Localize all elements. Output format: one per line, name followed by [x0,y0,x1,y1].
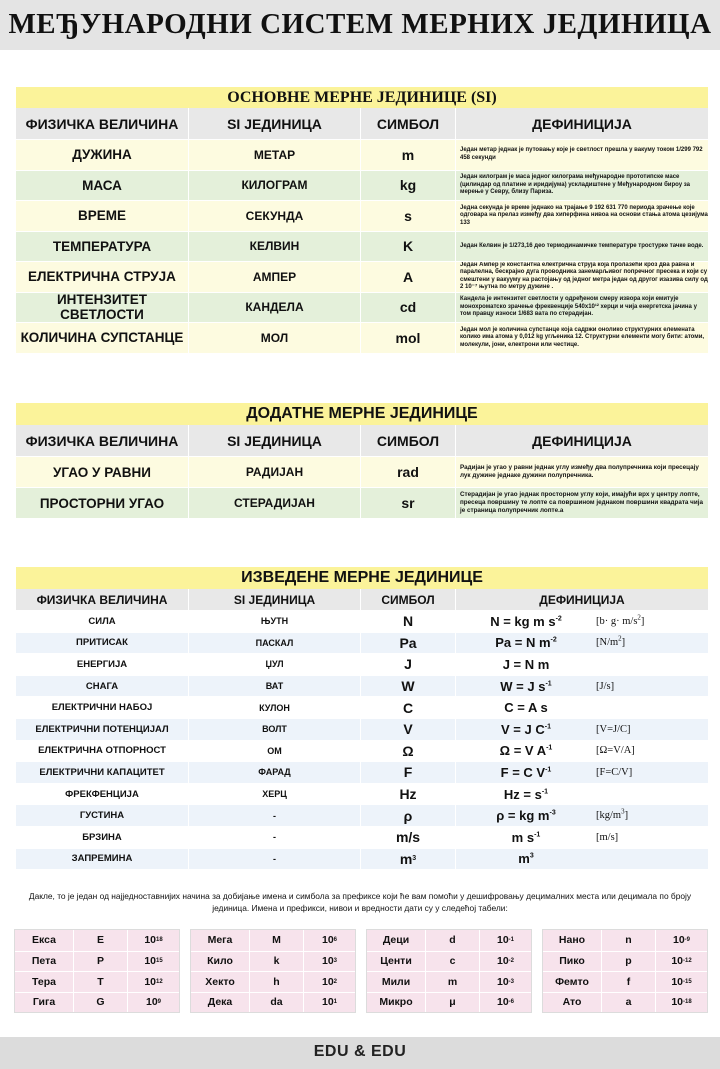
formula-exponent: -1 [541,788,549,796]
prefix-intro-text: Дакле, то је један од најједноставнијих начина за добијање имена и симбола за префиксе који ће вам помоћи у дешифровању децималних места или децимала по броју јединица. Имена и префикси, нивои и вредности дати су у следећој табели: [28,891,692,913]
header-symbol: СИМБОЛ [360,108,455,139]
symbol-text: N [402,613,414,630]
definition-cell [455,697,708,718]
prefix-row [367,971,531,992]
quantity-cell: ИНТЕНЗИТЕТ СВЕТЛОСТИ [56,292,148,322]
prefix-base: 10 [144,955,156,968]
prefix-name: Микро [379,996,413,1009]
table-row [16,139,708,170]
prefix-base: 10 [672,934,685,947]
unit-cell: ХЕРЦ [188,784,360,805]
unit-note-exponent: 3 [621,807,625,816]
header-definition: ДЕФИНИЦИЈА [455,589,708,610]
formula-text: V = J C [501,721,545,737]
prefix-base: 10 [496,934,509,947]
definition-cell: Један метар једнак је путовању које је светлост прешла у вакуму током 1/299 792 458 секунди [455,140,708,170]
symbol-cell: mol [360,323,455,353]
symbol-cell [360,633,455,654]
symbol-cell: rad [360,457,455,487]
prefix-base: 10 [144,934,156,947]
prefix-value: 10 9 [127,993,179,1013]
unit-cell: АМПЕР [188,262,360,292]
prefix-base: 10 [671,996,683,1009]
definition-cell [455,741,708,762]
quantity-cell: ЕЛЕКТРИЧНА СТРУЈА [28,269,176,285]
quantity-cell: МАСА [82,177,122,193]
symbol-text: Pa [399,634,417,651]
quantity-cell: СНАГА [85,680,119,692]
prefix-table-tiny [542,929,708,1013]
formula-exponent: -2 [555,615,562,623]
formula [456,765,596,780]
symbol-text: F [403,764,413,781]
unit-cell: КЕЛВИН [188,232,360,262]
prefix-name: Гига [32,996,56,1009]
formula-exponent: -3 [549,809,556,817]
quantity-cell: ЕЛЕКТРИЧНИ НАБОЈ [51,702,153,714]
prefix-name: Центи [380,955,412,968]
symbol-cell [360,719,455,740]
unit-cell: ПАСКАЛ [188,633,360,654]
formula [456,722,596,737]
unit-cell: РАДИЈАН [188,457,360,487]
prefix-base: 10 [496,996,509,1009]
formula-text: F = C V [500,764,546,780]
prefix-symbol: a [601,993,655,1013]
prefix-base: 10 [496,975,509,988]
unit-note-text: [J/s] [596,680,615,692]
unit-cell: МОЛ [188,323,360,353]
definition-cell: Кандела је интензитет светлости у одређеном смеру извора који емитује монохроматско зрачење фреквенције 540x10¹² херци и чија енергетска јачина у том правцу износи 1/683 вата по стерадијан. [455,293,708,323]
derived-header-row [16,589,708,610]
symbol-cell [360,654,455,675]
header-quantity: ФИЗИЧКА ВЕЛИЧИНА [36,592,168,607]
symbol-cell [360,676,455,697]
quantity-cell: ЕЛЕКТРИЧНА ОТПОРНОСТ [38,745,166,757]
prefix-name: Хекто [205,975,235,988]
symbol-cell: K [360,232,455,262]
prefix-value: 10 15 [127,952,179,972]
unit-note [596,634,626,649]
unit-cell: - [188,849,360,870]
prefix-value: 10 3 [303,952,355,972]
quantity-cell: ЕНЕРГИЈА [76,658,128,670]
formula-text: ρ = kg m [496,808,550,824]
prefix-row [191,971,355,992]
definition-cell: Један Келвин је 1/273,16 део термодинамичке температуре тростурке тачке воде. [455,232,708,262]
prefix-base: 10 [321,955,334,968]
formula-exponent: -1 [544,723,551,731]
symbol-cell: m [360,140,455,170]
definition-cell [455,762,708,783]
prefix-row [191,951,355,972]
base-units-title: ОСНОВНЕ МЕРНЕ ЈЕДИНИЦЕ (SI) [16,87,708,108]
prefix-value: 10 18 [127,930,179,951]
header-si-unit: SI ЈЕДИНИЦА [188,425,360,456]
symbol-cell [360,697,455,718]
formula [456,657,596,672]
formula [456,808,596,823]
symbol-text: V [403,721,413,738]
formula-exponent: -1 [546,745,553,753]
definition-cell: Радијан је угао у равни једнак углу између два полупречника који пресецају лук дужине једнаке дужини полупречника. [455,457,708,487]
table-row [16,696,708,718]
unit-cell: СТЕРАДИЈАН [188,488,360,518]
formula [456,635,596,650]
quantity-cell: ГУСТИНА [79,810,125,822]
unit-cell: ФАРАД [188,762,360,783]
base-header-row [16,108,708,139]
unit-note-text: [N/m [596,637,619,649]
prefix-symbol: m [425,972,479,992]
unit-note-text: [m/s] [596,831,619,843]
prefix-symbol: f [601,972,655,992]
page-title: МЕЂУНАРОДНИ СИСТЕМ МЕРНИХ ЈЕДИНИЦА [8,8,712,40]
prefix-symbol: h [249,972,303,992]
prefix-row [191,992,355,1013]
derived-units-table [16,610,708,869]
prefix-symbol: μ [425,993,479,1013]
prefix-value: 10 6 [303,930,355,951]
table-row [16,740,708,762]
quantity-cell: ФРЕКФЕНЦИЈА [65,788,139,800]
table-row [16,322,708,353]
symbol-text: Hz [399,786,417,803]
symbol-cell [360,805,455,826]
table-row [16,718,708,740]
symbol-cell: kg [360,171,455,201]
unit-note-text: [F=C/V] [596,766,633,778]
formula-text: Ω = V A [499,743,547,759]
prefix-value: 10 -12 [655,952,707,972]
publisher-logo: EDU & EDU [313,1043,407,1060]
prefix-base: 10 [321,996,334,1009]
prefix-value: 10 -1 [479,930,531,951]
symbol-cell: A [360,262,455,292]
formula [456,614,596,629]
table-row [16,610,708,632]
quantity-cell: ЗАПРЕМИНА [71,853,133,865]
unit-cell: ЊУТН [188,611,360,632]
quantity-cell: БРЗИНА [82,831,122,843]
unit-cell: - [188,805,360,826]
table-row [16,848,708,870]
prefix-base: 10 [144,975,156,988]
unit-cell: МЕТАР [188,140,360,170]
formula [456,830,596,845]
prefix-name: Тера [32,975,56,988]
unit-note-end: ] [624,810,629,822]
unit-note [596,745,635,756]
quantity-cell: ПРОСТОРНИ УГАО [39,495,165,511]
header-symbol: СИМБОЛ [360,589,455,610]
symbol-cell [360,741,455,762]
formula-exponent: 3 [529,853,534,860]
prefix-table-small [366,929,532,1013]
prefix-row [15,992,179,1013]
table-row [16,826,708,848]
unit-note-exponent: 2 [618,634,622,643]
formula-text: J = N m [502,656,550,672]
definition-cell [455,784,708,805]
prefix-row [15,930,179,951]
unit-cell: КИЛОГРАМ [188,171,360,201]
prefix-name: Ато [562,996,582,1009]
prefix-value: 10 2 [303,972,355,992]
prefix-symbol: p [601,952,655,972]
prefix-value: 10 -18 [655,993,707,1013]
prefix-name: Екса [32,934,56,947]
quantity-cell: ПРИТИСАК [76,637,128,649]
symbol-text: J [404,656,412,673]
unit-note-text: [V=J/C] [596,723,631,735]
unit-note [596,613,645,627]
additional-units-title: ДОДАТНЕ МЕРНЕ ЈЕДИНИЦЕ [16,403,708,425]
prefix-base: 10 [671,955,683,968]
definition-cell [455,849,708,870]
prefix-name: Пико [559,955,585,968]
prefix-row [15,971,179,992]
prefix-symbol: G [73,993,127,1013]
table-row [16,261,708,292]
prefix-row [367,951,531,972]
prefix-name: Мили [381,975,411,988]
symbol-cell: sr [360,488,455,518]
table-row [16,632,708,654]
definition-cell [455,719,708,740]
prefix-symbol: c [425,952,479,972]
quantity-cell: ВРЕМЕ [77,208,126,224]
prefix-name: Дека [207,996,233,1009]
prefix-symbol: P [73,952,127,972]
symbol-text: C [402,699,414,716]
unit-note-end: ] [640,615,645,627]
quantity-cell: ТЕМПЕРАТУРА [52,238,152,254]
prefix-symbol: n [601,930,655,951]
prefix-row [191,930,355,951]
unit-cell: КАНДЕЛА [188,293,360,323]
formula-exponent: -2 [550,637,557,645]
quantity-cell: УГАО У РАВНИ [53,464,151,480]
unit-note [596,724,631,735]
prefix-row [543,992,707,1013]
derived-units-title: ИЗВЕДЕНЕ МЕРНЕ ЈЕДИНИЦЕ [16,567,708,589]
symbol-cell [360,784,455,805]
unit-cell: ВАТ [188,676,360,697]
formula-text: Pa = N m [495,635,551,651]
header-quantity: ФИЗИЧКА ВЕЛИЧИНА [25,115,179,132]
table-row [16,761,708,783]
prefix-row [367,992,531,1013]
table-row [16,200,708,231]
definition-cell: Један килограм је маса једног килограма међународне прототипске масе (цилиндар од платине и иридијума) ускладиштене у Међународном бироу за мерење у Севру, близу Париза. [455,171,708,201]
prefix-name: Кило [207,955,233,968]
prefix-symbol: k [249,952,303,972]
prefix-row [15,951,179,972]
quantity-cell: СИЛА [88,615,116,627]
symbol-text: W [401,678,415,695]
prefix-base: 10 [671,975,683,988]
definition-cell: Један Ампер је константна електрична струја која пролазећи кроз два равна и паралелна, бескрајно дуга проводника занемарљивог попречног пресека и који су смештени у вакууму на растојању од једног метра један од другог изазива силу од 2 10⁻⁷ њутна по метру дужине . [455,262,708,292]
definition-cell: Један мол је количина супстанце која садржи онолико структурних елемената колико има атома у 0,012 kg угљеника 12. Структурни елементи могу бити: атоми, молекули, јони, електрони или честице. [455,323,708,353]
prefix-row [543,951,707,972]
definition-cell [455,676,708,697]
prefix-name: Деци [382,934,410,947]
table-row [16,653,708,675]
formula [456,743,596,758]
unit-cell: ОМ [188,741,360,762]
header-si-unit: SI ЈЕДИНИЦА [188,589,360,610]
prefix-name: Мега [207,934,233,947]
prefix-value: 10 -9 [655,930,707,951]
definition-cell [455,827,708,848]
prefix-base: 10 [145,996,158,1009]
prefix-value: 10 -6 [479,993,531,1013]
symbol-cell: m 3 [360,849,455,870]
formula-text: W = J s [500,678,546,694]
unit-note-text: [b· g· m/s [596,615,638,627]
unit-note [596,807,629,822]
formula [456,679,596,694]
definition-cell [455,611,708,632]
unit-note [596,767,632,778]
base-units-table [16,139,708,353]
symbol-text: Ω [402,742,414,759]
formula [456,851,596,866]
unit-note [596,681,614,692]
symbol-cell [360,827,455,848]
additional-units-table [16,456,708,518]
prefix-symbol: T [73,972,127,992]
unit-cell: ЏУЛ [188,654,360,675]
prefix-base: 10 [321,934,334,947]
formula-exponent: -1 [545,680,552,688]
prefix-name: Фемто [555,975,589,988]
prefix-row [543,930,707,951]
table-row [16,170,708,201]
prefix-table-large [14,929,180,1013]
symbol-cell: cd [360,293,455,323]
prefix-value: 10 12 [127,972,179,992]
prefix-symbol: E [73,930,127,951]
additional-header-row [16,425,708,456]
prefix-base: 10 [496,955,509,968]
unit-cell: КУЛОН [188,697,360,718]
definition-cell: Једна секунда је време једнако на трајање 9 192 631 770 периода зрачење које одговара на прелаз између два хиперфина нивоа на основи стања атома цезијума 133 [455,201,708,231]
symbol-cell: s [360,201,455,231]
formula-text: m [518,851,530,867]
symbol-text: m [399,850,413,867]
prefix-base: 10 [321,975,334,988]
symbol-text: ρ [403,807,413,824]
prefix-value: 10 -2 [479,952,531,972]
quantity-cell: ЕЛЕКТРИЧНИ КАПАЦИТЕТ [39,766,165,778]
prefix-name: Пета [31,955,57,968]
table-row [16,783,708,805]
unit-cell: СЕКУНДА [188,201,360,231]
definition-cell [455,654,708,675]
quantity-cell: КОЛИЧИНА СУПСТАНЦЕ [20,330,184,346]
unit-cell: ВОЛТ [188,719,360,740]
definition-cell [455,805,708,826]
table-row [16,804,708,826]
table-row [16,292,708,323]
unit-note-end: ] [621,637,626,649]
formula-text: Hz = s [503,786,542,802]
table-row [16,456,708,487]
quantity-cell: ЕЛЕКТРИЧНИ ПОТЕНЦИЈАЛ [35,723,169,735]
formula-exponent: -1 [534,831,541,839]
definition-cell: Стерадијан је угао једнак просторном углу који, имајући врх у центру лопте, пресеца површину те лопте са површином једнаком површини квадрата чија је страница полупречник лопте.a [455,488,708,518]
prefix-name: Нано [558,934,586,947]
header-si-unit: SI ЈЕДИНИЦА [188,108,360,139]
symbol-cell [360,611,455,632]
prefix-symbol: M [249,930,303,951]
formula [456,700,596,715]
unit-note-text: [Ω=V/A] [596,745,635,757]
prefix-value: 10 -3 [479,972,531,992]
header-symbol: СИМБОЛ [360,425,455,456]
formula-text: m s [511,829,535,845]
header-definition: ДЕФИНИЦИЈА [455,108,708,139]
table-row [16,231,708,262]
unit-note-exponent: 2 [637,613,641,622]
formula [456,787,596,802]
header-definition: ДЕФИНИЦИЈА [455,425,708,456]
unit-note-text: [kg/m [596,810,622,822]
quantity-cell: ДУЖИНА [72,147,132,163]
table-row [16,487,708,518]
header-quantity: ФИЗИЧКА ВЕЛИЧИНА [25,432,179,449]
prefix-value: 10 1 [303,993,355,1013]
prefix-symbol: d [425,930,479,951]
prefix-table-medium [190,929,356,1013]
symbol-text: m/s [395,829,421,846]
symbol-cell [360,762,455,783]
unit-cell: - [188,827,360,848]
prefix-value: 10 -15 [655,972,707,992]
prefix-row [543,971,707,992]
definition-cell [455,633,708,654]
prefix-row [367,930,531,951]
unit-note [596,832,618,843]
formula-text: N = kg m s [490,613,556,629]
table-row [16,675,708,697]
prefix-symbol: da [249,993,303,1013]
formula-text: C = A s [504,700,548,716]
formula-exponent: -1 [545,766,552,774]
